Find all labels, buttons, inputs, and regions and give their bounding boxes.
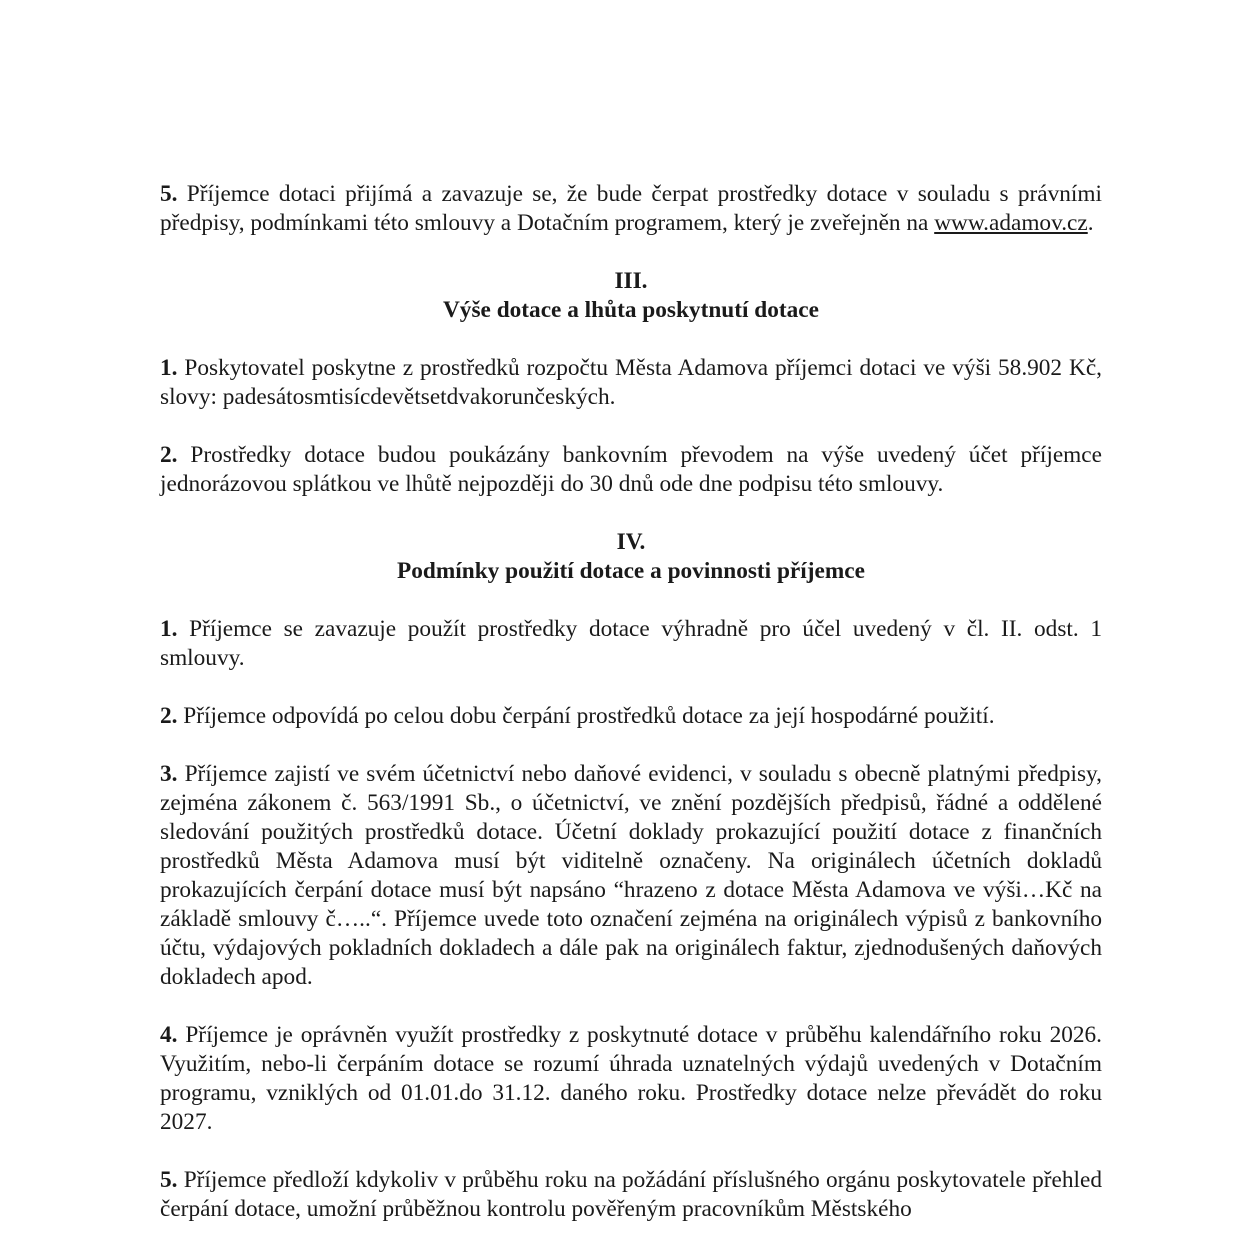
paragraph-number: 1. xyxy=(160,616,178,642)
section-iii-numeral: III. xyxy=(614,268,648,294)
paragraph-number: 2. xyxy=(160,442,178,468)
paragraph-iv-3 xyxy=(160,760,1102,992)
paragraph-number: 5. xyxy=(160,181,178,207)
document-body xyxy=(160,180,1102,1224)
paragraph-text-end: . xyxy=(1087,210,1094,236)
paragraph-iv-4 xyxy=(160,1021,1102,1137)
paragraph-text: Příjemce zajistí ve svém účetnictví nebo daňové evidenci, v souladu s obecně platnými předpisy, zejména zákonem č. 563/1991 Sb., o účetnictví, ve znění pozdějších předpisů, řádné a oddělené sledování použitých prostředků dotace. Účetní doklady prokazující použití dotace z finančních prostředků Města Adamova musí být viditelně označeny. Na originálech účetních dokladů prokazujících čerpání dotace musí být napsáno “hrazeno z dotace Města Adamova ve výši…Kč na základě smlouvy č…..“. Příjemce uvede toto označení zejména na originálech výpisů z bankovního účtu, výdajových pokladních dokladech a dále pak na originálech faktur, zjednodušených daňových dokladech apod. xyxy=(160,761,1102,990)
spacer xyxy=(160,412,1102,441)
paragraph-number: 5. xyxy=(160,1167,178,1193)
paragraph-iv-5 xyxy=(160,1166,1102,1224)
paragraph-iii-1 xyxy=(160,354,1102,412)
paragraph-number: 3. xyxy=(160,761,178,787)
spacer xyxy=(160,731,1102,760)
spacer xyxy=(160,499,1102,528)
spacer xyxy=(160,586,1102,615)
spacer xyxy=(160,673,1102,702)
paragraph-text: Příjemce dotaci přijímá a zavazuje se, že bude čerpat prostředky dotace v souladu s právními předpisy, podmínkami této smlouvy a Dotačním programem, který je zveřejněn na xyxy=(160,181,1102,236)
paragraph-iii-2 xyxy=(160,441,1102,499)
spacer xyxy=(160,238,1102,267)
paragraph-text: Poskytovatel poskytne z prostředků rozpočtu Města Adamova příjemci dotaci ve výši 58.902 Kč, slovy: padesátosmtisícdevětsetdvakorunčeských. xyxy=(160,355,1102,410)
spacer xyxy=(160,325,1102,354)
paragraph-text: Příjemce předloží kdykoliv v průběhu roku na požádání příslušného orgánu poskytovatele přehled čerpání dotace, umožní průběžnou kontrolu pověřeným pracovníkům Městského xyxy=(160,1167,1102,1222)
paragraph-number: 2. xyxy=(160,703,178,729)
paragraph-text: Příjemce odpovídá po celou dobu čerpání prostředků dotace za její hospodárné použití. xyxy=(177,703,995,729)
section-iv-numeral: IV. xyxy=(616,529,646,555)
paragraph-iv-1 xyxy=(160,615,1102,673)
paragraph-iv-2 xyxy=(160,702,1102,731)
spacer xyxy=(160,1137,1102,1166)
paragraph-number: 1. xyxy=(160,355,178,381)
paragraph-ii-5 xyxy=(160,180,1102,238)
section-iii-title: Výše dotace a lhůta poskytnutí dotace xyxy=(442,297,819,323)
paragraph-text: Příjemce se zavazuje použít prostředky dotace výhradně pro účel uvedený v čl. II. odst. 1 smlouvy. xyxy=(160,616,1102,671)
website-link[interactable]: www.adamov.cz xyxy=(934,210,1088,236)
paragraph-text: Příjemce je oprávněn využít prostředky z poskytnuté dotace v průběhu kalendářního roku 2026. Využitím, nebo-li čerpáním dotace se rozumí úhrada uznatelných výdajů uvedených v Dotačním programu, vzniklých od 01.01.do 31.12. daného roku. Prostředky dotace nelze převádět do roku 2027. xyxy=(160,1022,1102,1135)
paragraph-number: 4. xyxy=(160,1022,178,1048)
section-iv-title: Podmínky použití dotace a povinnosti příjemce xyxy=(397,558,865,584)
paragraph-text: Prostředky dotace budou poukázány bankovním převodem na výše uvedený účet příjemce jednorázovou splátkou ve lhůtě nejpozději do 30 dnů ode dne podpisu této smlouvy. xyxy=(160,442,1102,497)
spacer xyxy=(160,992,1102,1021)
